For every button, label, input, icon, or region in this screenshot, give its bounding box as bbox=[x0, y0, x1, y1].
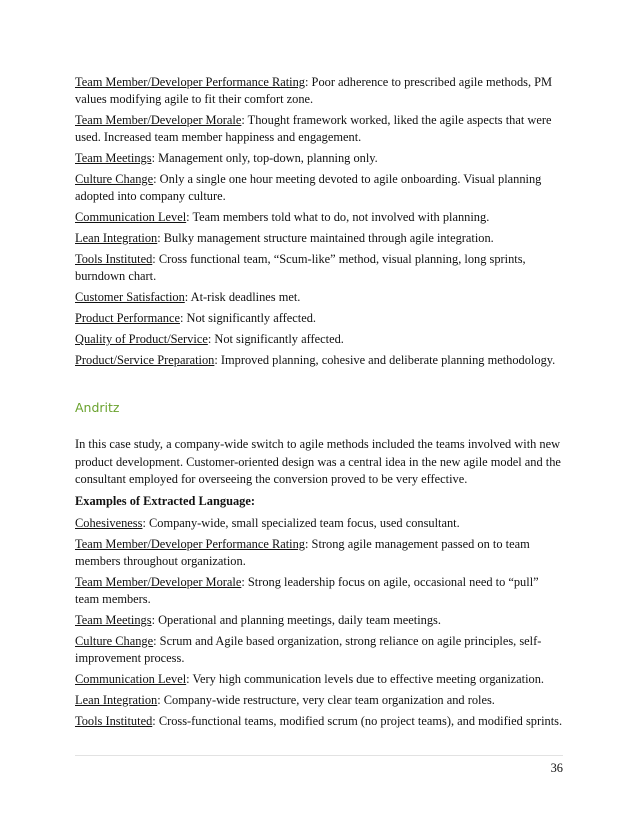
entry-separator: : bbox=[305, 75, 312, 89]
entry-text: Strong agile management passed on to team members throughout organization. bbox=[75, 536, 530, 568]
entry-label: Tools Instituted bbox=[75, 252, 153, 266]
examples-heading: Examples of Extracted Language: bbox=[75, 493, 255, 508]
page-number: 36 bbox=[550, 761, 563, 775]
entry-label: Culture Change bbox=[75, 633, 154, 648]
entry-label: Team Member/Developer Performance Rating bbox=[75, 75, 305, 89]
entry-label: Cohesiveness bbox=[75, 515, 143, 530]
entry-label: Product Performance bbox=[75, 311, 180, 325]
entry-label: Quality of Product/Service bbox=[75, 332, 208, 346]
section-andritz-examples bbox=[75, 515, 563, 730]
entry-label: Tools Instituted bbox=[75, 713, 153, 728]
entry-text: Not significantly affected. bbox=[214, 332, 344, 346]
entry-text: Thought framework worked, liked the agile aspects that were used. Increased team member happiness and engagement. bbox=[75, 113, 552, 144]
entry-label: Team Member/Developer Performance Rating bbox=[75, 536, 305, 551]
section-heading: Andritz bbox=[75, 400, 120, 415]
entry-separator: : bbox=[153, 172, 160, 186]
entry-separator: : bbox=[157, 692, 164, 707]
entry-label: Team Member/Developer Morale bbox=[75, 574, 242, 589]
entry-separator: : bbox=[179, 311, 187, 325]
entry-text: Very high communication levels due to effective meeting organization. bbox=[192, 671, 545, 686]
entry-label: Team Meetings bbox=[75, 151, 152, 165]
entry bbox=[75, 171, 563, 205]
entry-separator: : bbox=[153, 633, 160, 648]
entry-text: Company-wide, small specialized team focus, used consultant. bbox=[149, 515, 460, 530]
entry-text: Bulky management structure maintained through agile integration. bbox=[163, 231, 494, 245]
entry bbox=[75, 692, 563, 709]
entry-text: Poor adherence to prescribed agile methods, PM values modifying agile to fit their comfort zone. bbox=[75, 75, 553, 106]
entry bbox=[75, 310, 563, 327]
entry bbox=[75, 352, 563, 369]
intro-paragraph: In this case study, a company-wide switch to agile methods included the teams involved with new product development. Customer-oriented design was a central idea in the new agile model and the consultant employed for overseeing the conversion proved to be very effective. bbox=[75, 437, 561, 486]
entry-separator: : bbox=[241, 113, 248, 127]
entry-text: Cross functional team, “Scum-like” method, visual planning, long sprints, burndown chart. bbox=[75, 252, 526, 283]
entry-text: Not significantly affected. bbox=[186, 311, 316, 325]
entry bbox=[75, 331, 563, 348]
entry-text: Company-wide restructure, very clear team organization and roles. bbox=[163, 692, 495, 707]
entry-label: Product/Service Preparation bbox=[75, 353, 215, 367]
entry-separator: : bbox=[152, 713, 159, 728]
entry-text: Only a single one hour meeting devoted to agile onboarding. Visual planning adopted into company culture. bbox=[75, 172, 542, 203]
entry bbox=[75, 574, 563, 608]
entry-separator: : bbox=[186, 210, 193, 224]
entry-text: Management only, top-down, planning only. bbox=[158, 151, 378, 165]
entry-label: Customer Satisfaction bbox=[75, 290, 185, 304]
entry-text: At-risk deadlines met. bbox=[190, 290, 301, 304]
entry bbox=[75, 112, 563, 146]
entry-text: Team members told what to do, not involved with planning. bbox=[192, 210, 490, 224]
entry bbox=[75, 209, 563, 226]
entry-separator: : bbox=[184, 290, 191, 304]
entry-label: Communication Level bbox=[75, 210, 187, 224]
entry bbox=[75, 289, 563, 306]
entry-label: Team Member/Developer Morale bbox=[75, 113, 242, 127]
entry-separator: : bbox=[305, 536, 312, 551]
entry bbox=[75, 633, 563, 667]
entry-separator: : bbox=[214, 353, 221, 367]
entry bbox=[75, 671, 563, 688]
entry-separator: : bbox=[207, 332, 215, 346]
entry-separator: : bbox=[152, 252, 159, 266]
entry bbox=[75, 612, 563, 629]
entry-text: Operational and planning meetings, daily team meetings. bbox=[158, 612, 441, 627]
entry-separator: : bbox=[151, 612, 159, 627]
entry-separator: : bbox=[151, 151, 159, 165]
entry-text: Strong leadership focus on agile, occasional need to “pull” team members. bbox=[75, 574, 539, 606]
entry bbox=[75, 150, 563, 167]
entry-label: Communication Level bbox=[75, 671, 187, 686]
footer-rule bbox=[75, 755, 563, 756]
entry-separator: : bbox=[186, 671, 193, 686]
entry-text: Scrum and Agile based organization, strong reliance on agile principles, self-improvement process. bbox=[75, 633, 542, 665]
entry bbox=[75, 251, 563, 285]
entry bbox=[75, 515, 563, 532]
entry-label: Lean Integration bbox=[75, 231, 158, 245]
entry-label: Lean Integration bbox=[75, 692, 158, 707]
entry bbox=[75, 230, 563, 247]
entry-separator: : bbox=[157, 231, 164, 245]
entry-separator: : bbox=[241, 574, 248, 589]
entry-text: Improved planning, cohesive and deliberate planning methodology. bbox=[220, 353, 556, 367]
entry-separator: : bbox=[142, 515, 149, 530]
entry bbox=[75, 713, 563, 730]
entry bbox=[75, 536, 563, 570]
entry-text: Cross-functional teams, modified scrum (no project teams), and modified sprints. bbox=[158, 713, 563, 728]
entry-label: Team Meetings bbox=[75, 612, 152, 627]
section-previous-case bbox=[75, 74, 563, 369]
entry bbox=[75, 74, 563, 108]
entry-label: Culture Change bbox=[75, 172, 154, 186]
document-page bbox=[75, 74, 563, 734]
